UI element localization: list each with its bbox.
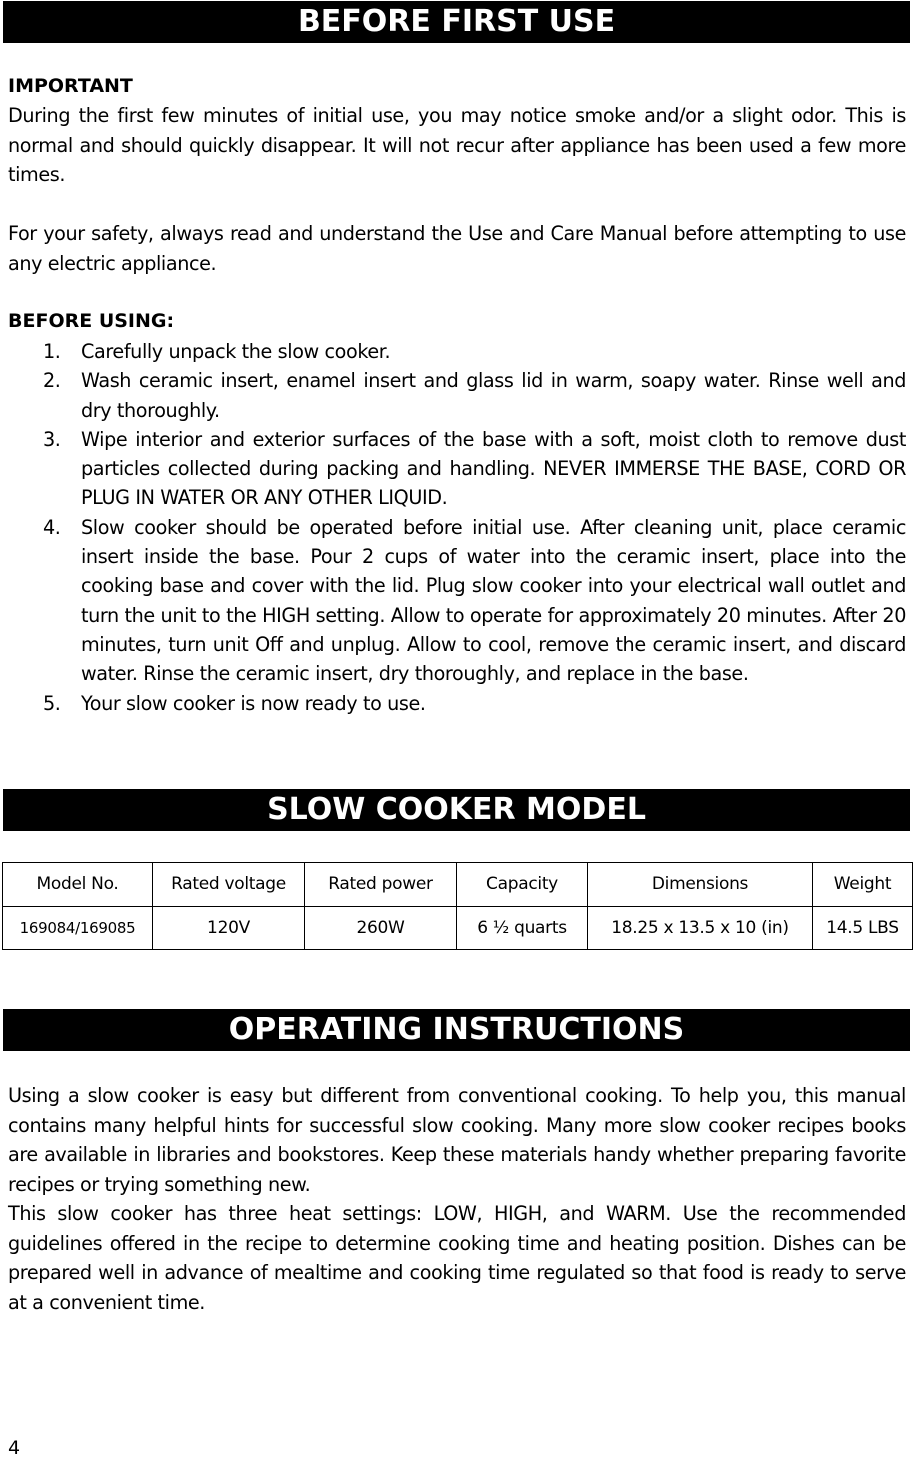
step-text: Wipe interior and exterior surfaces of the base with a soft, moist cloth to remove dust particles collected during packing and handling. NEVER IMMERSE THE BASE, CORD OR PLUG IN WATER OR ANY OTHER LIQUID.: [81, 427, 906, 510]
header-model-no: Model No.: [3, 863, 153, 907]
header-rated-voltage: Rated voltage: [153, 863, 305, 907]
operating-paragraph: Using a slow cooker is easy but different from conventional cooking. To help you, this manual contains many helpful hints for successful slow cooking. Many more slow cooker recipes books are available in libraries and bookstores. Keep these materials handy whether preparing favorite recipes or trying something new.: [8, 1084, 906, 1196]
step-text: Wash ceramic insert, enamel insert and glass lid in warm, soapy water. Rinse well and dry thoroughly.: [81, 369, 906, 422]
header-dimensions: Dimensions: [588, 863, 813, 907]
value-weight: 14.5 LBS: [813, 906, 913, 950]
section-banner-slow-cooker-model: SLOW COOKER MODEL: [3, 789, 910, 831]
section-banner-operating-instructions: OPERATING INSTRUCTIONS: [3, 1009, 910, 1051]
spec-table: [2, 862, 913, 950]
value-rated-power: 260W: [305, 906, 457, 950]
spec-value-row: [3, 906, 913, 950]
step-number: 2.: [43, 369, 61, 393]
important-heading: IMPORTANT: [8, 75, 133, 97]
header-capacity: Capacity: [457, 863, 588, 907]
safety-paragraph: For your safety, always read and understand the Use and Care Manual before attempting to use any electric appliance.: [8, 222, 906, 275]
heat-settings-paragraph: This slow cooker has three heat settings: LOW, HIGH, and WARM. Use the recommended guidelines offered in the recipe to determine cooking time and heating position. Dishes can be prepared well in advance of mealtime and cooking time regulated so that food is ready to serve at a convenient time.: [8, 1202, 906, 1314]
step-number: 3.: [43, 427, 61, 451]
step-text: Your slow cooker is now ready to use.: [81, 691, 426, 715]
important-paragraph: During the first few minutes of initial use, you may notice smoke and/or a slight odor. This is normal and should quickly disappear. It will not recur after appliance has been used a few more times.: [8, 104, 906, 186]
step-number: 4.: [43, 515, 61, 539]
step-item: [8, 689, 906, 718]
value-dimensions: 18.25 x 13.5 x 10 (in): [588, 906, 813, 950]
step-text: Carefully unpack the slow cooker.: [81, 340, 391, 363]
step-item: [8, 513, 906, 689]
header-rated-power: Rated power: [305, 863, 457, 907]
value-model-no: 169084/169085: [3, 906, 153, 950]
spec-header-row: [3, 863, 913, 907]
section-banner-before-first-use: BEFORE FIRST USE: [3, 1, 910, 43]
step-item: [8, 366, 906, 425]
before-using-steps: [8, 337, 906, 718]
header-weight: Weight: [813, 863, 913, 907]
step-item: [8, 337, 906, 366]
step-item: [8, 425, 906, 513]
step-text: Slow cooker should be operated before initial use. After cleaning unit, place ceramic insert inside the base. Pour 2 cups of water into the ceramic insert, place into the cooking base and cover with the lid. Plug slow cooker into your electrical wall outlet and turn the unit to the HIGH setting. Allow to operate for approximately 20 minutes. After 20 minutes, turn unit Off and unplug. Allow to cool, remove the ceramic insert, and discard water. Rinse the ceramic insert, dry thoroughly, and replace in the base.: [81, 515, 906, 686]
step-number: 1.: [43, 340, 61, 363]
page-number: 4: [8, 1437, 21, 1459]
step-number: 5.: [43, 691, 61, 715]
value-capacity: 6 ½ quarts: [457, 906, 588, 950]
before-using-heading: BEFORE USING:: [8, 310, 175, 332]
value-rated-voltage: 120V: [153, 906, 305, 950]
